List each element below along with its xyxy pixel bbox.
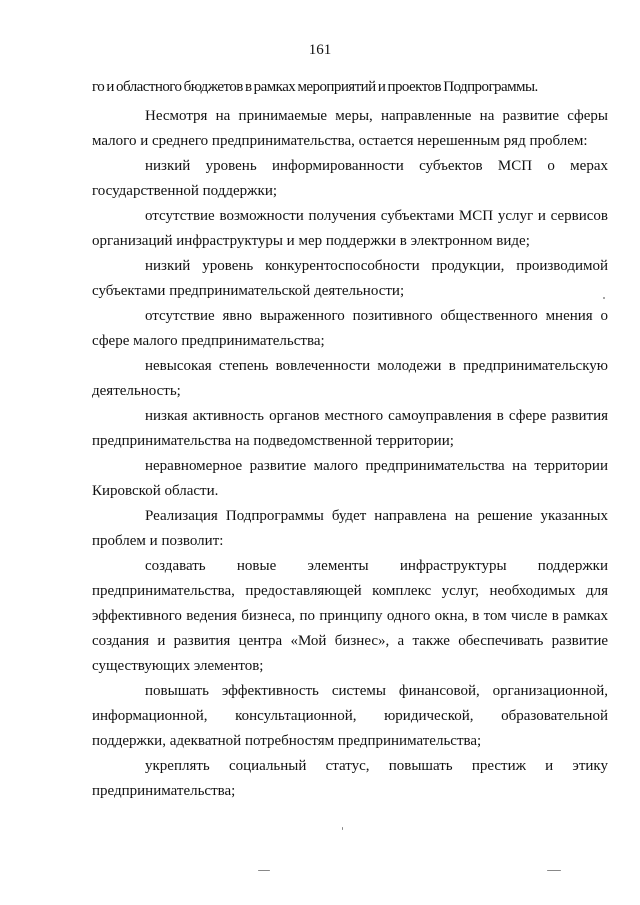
goal-item-social-status: укреплять социальный статус, повышать престиж и этику предпринимательства; (92, 758, 608, 799)
problem-item-public-opinion: отсутствие явно выраженного позитивного общественного мнения о сфере малого предпринимательства; (92, 308, 608, 349)
scan-speck (342, 827, 343, 830)
scan-speck (547, 870, 561, 871)
scan-speck (258, 870, 270, 871)
document-body (92, 75, 608, 804)
paragraph-intro-goals: Реализация Подпрограммы будет направлена на решение указанных проблем и позволит: (92, 508, 608, 549)
problem-item-competitiveness: низкий уровень конкурентоспособности продукции, производимой субъектами предпринимательской деятельности; (92, 258, 608, 299)
problem-item-awareness: низкий уровень информированности субъектов МСП о мерах государственной поддержки; (92, 158, 608, 199)
paragraph-intro-problems: Несмотря на принимаемые меры, направленные на развитие сферы малого и среднего предпринимательства, остается нерешенным ряд проблем: (92, 108, 608, 149)
paragraph-continuation: го и областного бюджетов в рамках мероприятий и проектов Подпрограммы. (92, 79, 538, 95)
problem-item-electronic-services: отсутствие возможности получения субъектами МСП услуг и сервисов организаций инфраструктуры и мер поддержки в электронном виде; (92, 208, 608, 249)
goal-item-support-system: повышать эффективность системы финансовой, организационной, информационной, консультационной, юридической, образовательной поддержки, адекватной потребностям предпринимательства; (92, 683, 608, 749)
scan-speck (603, 297, 605, 299)
goal-item-infrastructure: создавать новые элементы инфраструктуры поддержки предпринимательства, предоставляющей комплекс услуг, необходимых для эффективного ведения бизнеса, по принципу одного окна, в том числе в рамках создания и развития центра «Мой бизнес», а также обеспечивать развитие существующих элементов; (92, 558, 608, 674)
problem-item-uneven-development: неравномерное развитие малого предпринимательства на территории Кировской области. (92, 458, 608, 499)
problem-item-youth-involvement: невысокая степень вовлеченности молодежи в предпринимательскую деятельность; (92, 358, 608, 399)
problem-item-local-government: низкая активность органов местного самоуправления в сфере развития предпринимательства на подведомственной территории; (92, 408, 608, 449)
page-number: 161 (308, 42, 332, 58)
